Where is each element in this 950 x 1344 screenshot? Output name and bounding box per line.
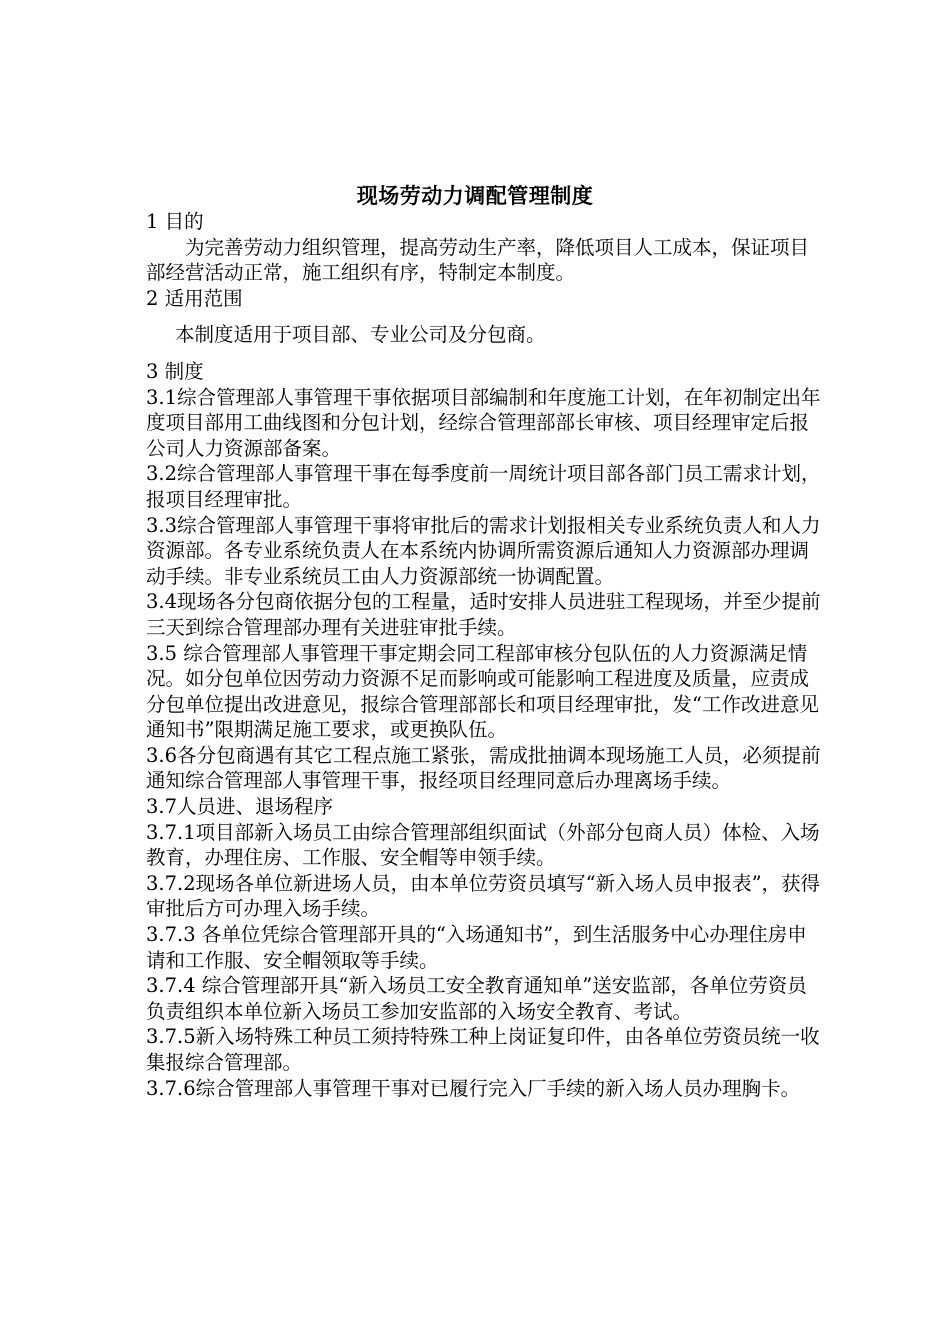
paragraph-3-7-5: 3.7.5新入场特殊工种员工须持特殊工种上岗证复印件，由各单位劳资员统一收集报综合管理部。 [146, 1025, 820, 1074]
section-heading-scope: 2 适用范围 [146, 286, 243, 310]
paragraph-3-7-4: 3.7.4 综合管理部开具“新入场员工安全教育通知单”送安监部，各单位劳资员负责组织本单位新入场员工参加安监部的入场安全教育、考试。 [146, 974, 807, 1023]
paragraph-3-7-3: 3.7.3 各单位凭综合管理部开具的“入场通知书”，到生活服务中心办理住房申请和工作服、安全帽领取等手续。 [146, 923, 807, 972]
paragraph-purpose: 为完善劳动力组织管理，提高劳动生产率，降低项目人工成本，保证项目部经营活动正常，施工组织有序，特制定本制度。 [146, 235, 810, 285]
paragraph-3-7-2: 3.7.2现场各单位新进场人员，由本单位劳资员填写“新入场人员申报表”，获得审批后方可办理入场手续。 [146, 871, 821, 921]
paragraph-3-6: 3.6各分包商遇有其它工程点施工紧张，需成批抽调本现场施工人员，必须提前通知综合管理部人事管理干事，报经项目经理同意后办理离场手续。 [146, 743, 821, 793]
section-heading-rules: 3 制度 [146, 359, 204, 383]
paragraph-3-7-1: 3.7.1项目部新入场员工由综合管理部组织面试（外部分包商人员）体检、入场教育，办理住房、工作服、安全帽等申领手续。 [146, 820, 820, 870]
paragraph-3-4: 3.4现场各分包商依据分包的工程量，适时安排人员进驻工程现场，并至少提前三天到综合管理部办理有关进驻审批手续。 [146, 590, 821, 639]
paragraph-scope: 本制度适用于项目部、专业公司及分包商。 [175, 323, 546, 347]
paragraph-3-5: 3.5 综合管理部人事管理干事定期会同工程部审核分包队伍的人力资源满足情况。如分包单位因劳动力资源不足而影响或可能影响工程进度及质量，应责成分包单位提出改进意见，报综合管理部部长和项目经理审批，发“工作改进意见通知书”限期满足施工要求，或更换队伍。 [146, 641, 819, 742]
paragraph-3-7: 3.7人员进、退场程序 [146, 795, 334, 819]
paragraph-3-7-6: 3.7.6综合管理部人事管理干事对已履行完入厂手续的新入场人员办理胸卡。 [146, 1076, 801, 1100]
paragraph-3-3: 3.3综合管理部人事管理干事将审批后的需求计划报相关专业系统负责人和人力资源部。各专业系统负责人在本系统内协调所需资源后通知人力资源部办理调动手续。非专业系统员工由人力资源部统一协调配置。 [146, 513, 821, 588]
document-body [146, 209, 822, 1101]
section-heading-purpose: 1 目的 [146, 210, 204, 233]
paragraph-3-1: 3.1综合管理部人事管理干事依据项目部编制和年度施工计划，在年初制定出年度项目部用工曲线图和分包计划，经综合管理部部长审核、项目经理审定后报公司人力资源部备案。 [146, 385, 821, 460]
paragraph-3-2: 3.2综合管理部人事管理干事在每季度前一周统计项目部各部门员工需求计划，报项目经理审批。 [146, 462, 821, 511]
document-title: 现场劳动力调配管理制度 [356, 184, 594, 208]
